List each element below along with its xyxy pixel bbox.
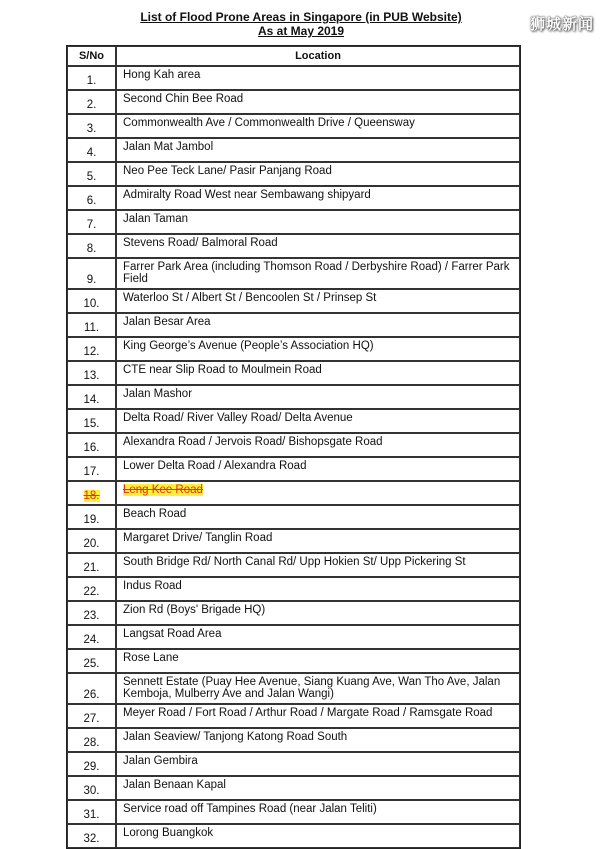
- row-number: 31.: [83, 809, 100, 821]
- title-line-1: List of Flood Prone Areas in Singapore (in PUB Website): [140, 10, 462, 24]
- location-text: Jalan Taman: [123, 213, 188, 225]
- row-number-cell: [67, 625, 116, 649]
- header-location: Location: [116, 46, 520, 66]
- table-row: [67, 776, 520, 800]
- row-number: 7.: [86, 219, 97, 231]
- row-number-cell: [67, 90, 116, 114]
- row-number-cell: [67, 553, 116, 577]
- location-cell: [116, 776, 520, 800]
- location-cell: [116, 577, 520, 601]
- row-number-cell: [67, 162, 116, 186]
- table-row: [67, 752, 520, 776]
- row-number-cell: [67, 66, 116, 90]
- row-number: 20.: [83, 538, 100, 550]
- location-text: Jalan Seaview/ Tanjong Katong Road South: [123, 731, 348, 743]
- table-row: [67, 505, 520, 529]
- table-row: [67, 800, 520, 824]
- location-text: Jalan Besar Area: [123, 316, 211, 328]
- location-text: Leng Kee Road: [123, 484, 203, 496]
- title-line-2: As at May 2019: [257, 24, 345, 38]
- row-number-cell: [67, 114, 116, 138]
- row-number: 28.: [83, 737, 100, 749]
- row-number-cell: [67, 673, 116, 704]
- location-cell: [116, 529, 520, 553]
- table-row: [67, 385, 520, 409]
- location-text: Indus Road: [123, 580, 182, 592]
- row-number-cell: [67, 409, 116, 433]
- location-cell: [116, 138, 520, 162]
- location-text: Waterloo St / Albert St / Bencoolen St / Prinsep St: [123, 292, 377, 304]
- row-number: 9.: [86, 274, 97, 286]
- location-cell: [116, 824, 520, 848]
- table-row: [67, 138, 520, 162]
- location-cell: [116, 258, 520, 289]
- row-number: 25.: [83, 658, 100, 670]
- location-text: Meyer Road / Fort Road / Arthur Road / Margate Road / Ramsgate Road: [123, 707, 493, 719]
- location-cell: [116, 337, 520, 361]
- row-number-cell: [67, 186, 116, 210]
- location-cell: [116, 234, 520, 258]
- location-text: Jalan Mashor: [123, 388, 193, 400]
- row-number-cell: [67, 385, 116, 409]
- location-cell: [116, 800, 520, 824]
- location-text: Jalan Benaan Kapal: [123, 779, 226, 791]
- location-text: Sennett Estate (Puay Hee Avenue, Siang Kuang Ave, Wan Tho Ave, Jalan Kemboja, Mulberry Ave and Jalan Wangi): [123, 676, 501, 700]
- location-text: Margaret Drive/ Tanglin Road: [123, 532, 273, 544]
- table-row: [67, 529, 520, 553]
- row-number-cell: [67, 776, 116, 800]
- row-number: 13.: [83, 370, 100, 382]
- location-cell: [116, 186, 520, 210]
- location-text: Lower Delta Road / Alexandra Road: [123, 460, 307, 472]
- location-cell: [116, 90, 520, 114]
- row-number: 30.: [83, 785, 100, 797]
- location-text: Second Chin Bee Road: [123, 93, 244, 105]
- row-number: 3.: [86, 123, 97, 135]
- location-cell: [116, 553, 520, 577]
- row-number-cell: [67, 234, 116, 258]
- location-cell: [116, 649, 520, 673]
- row-number: 4.: [86, 147, 97, 159]
- row-number: 16.: [83, 442, 100, 454]
- location-cell: [116, 162, 520, 186]
- table-row: [67, 704, 520, 728]
- row-number-cell: [67, 210, 116, 234]
- row-number-cell: [67, 529, 116, 553]
- location-cell: [116, 361, 520, 385]
- location-cell: [116, 66, 520, 90]
- table-row: [67, 234, 520, 258]
- row-number-cell: [67, 505, 116, 529]
- location-text: Jalan Gembira: [123, 755, 198, 767]
- row-number-cell: [67, 728, 116, 752]
- location-cell: [116, 505, 520, 529]
- row-number: 22.: [83, 586, 100, 598]
- table-row: [67, 186, 520, 210]
- table-header-row: [67, 46, 520, 66]
- table-row: [67, 66, 520, 90]
- row-number: 14.: [83, 394, 100, 406]
- row-number: 26.: [83, 689, 100, 701]
- table-row: [67, 673, 520, 704]
- row-number: 21.: [83, 562, 100, 574]
- row-number-cell: [67, 752, 116, 776]
- row-number-cell: [67, 258, 116, 289]
- location-text: King George’s Avenue (People’s Association HQ): [123, 340, 374, 352]
- location-cell: [116, 289, 520, 313]
- row-number: 15.: [83, 418, 100, 430]
- table-row: [67, 114, 520, 138]
- table-row: [67, 313, 520, 337]
- location-text: CTE near Slip Road to Moulmein Road: [123, 364, 322, 376]
- table-row: [67, 162, 520, 186]
- location-cell: [116, 601, 520, 625]
- row-number-cell: [67, 289, 116, 313]
- watermark-logo: 狮城新闻: [529, 15, 594, 33]
- location-text: Alexandra Road / Jervois Road/ Bishopsgate Road: [123, 436, 383, 448]
- location-text: Service road off Tampines Road (near Jalan Teliti): [123, 803, 377, 815]
- location-text: Commonwealth Ave / Commonwealth Drive / Queensway: [123, 117, 415, 129]
- location-cell: [116, 481, 520, 505]
- location-cell: [116, 385, 520, 409]
- table-row: [67, 337, 520, 361]
- location-text: Rose Lane: [123, 652, 179, 664]
- row-number: 1.: [86, 75, 97, 87]
- row-number: 32.: [83, 833, 100, 845]
- row-number-cell: [67, 704, 116, 728]
- location-cell: [116, 625, 520, 649]
- location-text: Beach Road: [123, 508, 187, 520]
- table-row: [67, 625, 520, 649]
- table-row: [67, 824, 520, 848]
- location-cell: [116, 114, 520, 138]
- table-row: [67, 601, 520, 625]
- row-number-cell: [67, 649, 116, 673]
- table-row: [67, 361, 520, 385]
- table-row: [67, 433, 520, 457]
- row-number: 27.: [83, 713, 100, 725]
- row-number-cell: [67, 337, 116, 361]
- location-cell: [116, 704, 520, 728]
- table-row: [67, 481, 520, 505]
- row-number: 24.: [83, 634, 100, 646]
- location-cell: [116, 313, 520, 337]
- location-cell: [116, 752, 520, 776]
- location-text: Lorong Buangkok: [123, 827, 214, 839]
- row-number: 17.: [83, 466, 100, 478]
- location-text: Hong Kah area: [123, 69, 201, 81]
- row-number-cell: [67, 601, 116, 625]
- location-cell: [116, 728, 520, 752]
- location-text: Admiralty Road West near Sembawang shipyard: [123, 189, 371, 201]
- location-text: Farrer Park Area (including Thomson Road / Derbyshire Road) / Farrer Park Field: [123, 261, 510, 285]
- row-number-cell: [67, 138, 116, 162]
- row-number-cell: [67, 800, 116, 824]
- flood-areas-table: [66, 45, 521, 849]
- location-cell: [116, 673, 520, 704]
- row-number-cell: [67, 457, 116, 481]
- table-row: [67, 258, 520, 289]
- row-number-cell: [67, 361, 116, 385]
- table-row: [67, 210, 520, 234]
- table-row: [67, 289, 520, 313]
- table-row: [67, 409, 520, 433]
- row-number: 29.: [83, 761, 100, 773]
- header-sno: S/No: [67, 46, 116, 66]
- row-number: 12.: [83, 346, 100, 358]
- location-text: Stevens Road/ Balmoral Road: [123, 237, 278, 249]
- row-number-cell: [67, 433, 116, 457]
- table-row: [67, 553, 520, 577]
- location-text: Langsat Road Area: [123, 628, 222, 640]
- row-number: 6.: [86, 195, 97, 207]
- table-row: [67, 577, 520, 601]
- row-number-cell: [67, 824, 116, 848]
- row-number: 10.: [83, 298, 100, 310]
- location-text: South Bridge Rd/ North Canal Rd/ Upp Hokien St/ Upp Pickering St: [123, 556, 466, 568]
- row-number: 19.: [83, 514, 100, 526]
- row-number: 8.: [86, 243, 97, 255]
- location-text: Neo Pee Teck Lane/ Pasir Panjang Road: [123, 165, 332, 177]
- row-number: 5.: [86, 171, 97, 183]
- location-text: Jalan Mat Jambol: [123, 141, 214, 153]
- table-row: [67, 90, 520, 114]
- table-row: [67, 728, 520, 752]
- location-text: Delta Road/ River Valley Road/ Delta Avenue: [123, 412, 353, 424]
- row-number: 23.: [83, 610, 100, 622]
- row-number-cell: [67, 577, 116, 601]
- table-body: [67, 66, 520, 848]
- document-title: [0, 10, 602, 38]
- row-number: 2.: [86, 99, 97, 111]
- location-text: Zion Rd (Boys' Brigade HQ): [123, 604, 266, 616]
- row-number-cell: [67, 313, 116, 337]
- location-cell: [116, 409, 520, 433]
- location-cell: [116, 433, 520, 457]
- location-cell: [116, 457, 520, 481]
- table-row: [67, 649, 520, 673]
- row-number: 11.: [83, 322, 100, 334]
- table-row: [67, 457, 520, 481]
- row-number-cell: [67, 481, 116, 505]
- location-cell: [116, 210, 520, 234]
- row-number: 18.: [83, 490, 100, 502]
